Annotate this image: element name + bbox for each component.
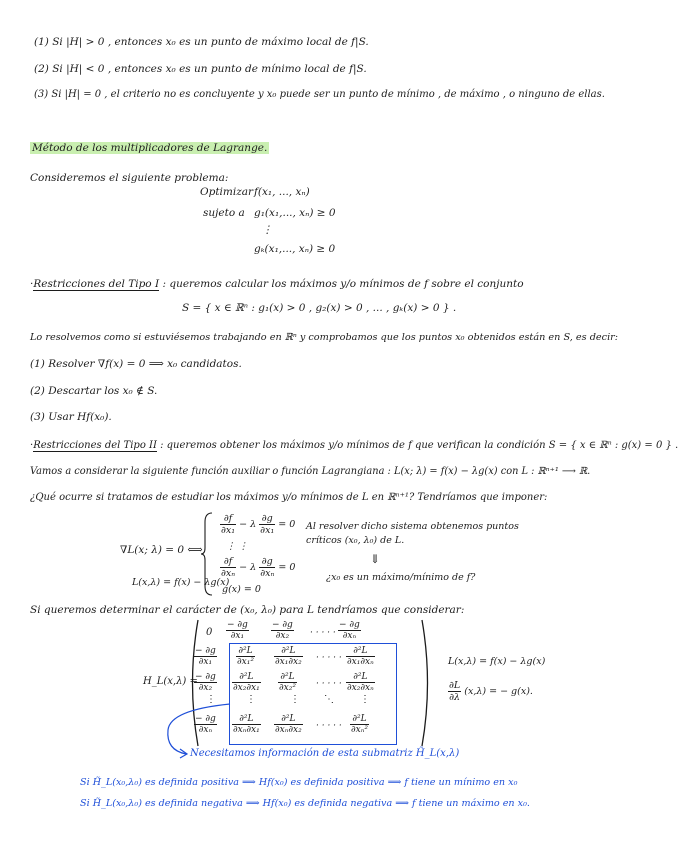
matrix-vdots-c2: ⋮ bbox=[290, 694, 300, 705]
optimize-label: Optimizar bbox=[200, 186, 254, 198]
matrix-r2c1: $\frac{\text{∂²L}}{\text{∂x₂∂x₁}}$ bbox=[233, 672, 260, 693]
aux-text: Vamos a considerar la siguiente función auxiliar o función Lagrangiana : bbox=[30, 466, 391, 477]
matrix-r0c1: $\frac{- \partial g}{\text{∂x₁}}$ bbox=[227, 620, 248, 641]
constraint-vdots: ⋮ bbox=[262, 224, 273, 236]
case-2: (2) Si |H| < 0 , entonces x₀ es un punto de mínimo local de f|S. bbox=[34, 63, 367, 75]
matrix-vdots-c0: ⋮ bbox=[206, 694, 216, 705]
matrix-r2c0: $\frac{- \partial g}{\text{∂x₂}}$ bbox=[195, 672, 216, 693]
system-arrow: ⇓ bbox=[370, 552, 381, 566]
optimize-expr: f(x₁, ..., xₙ) bbox=[254, 186, 310, 198]
type1-text: : queremos calcular los máximos y/o mínimos de f sobre el conjunto bbox=[162, 278, 524, 290]
matrix-rnc1: $\frac{\text{∂²L}}{\text{∂xₙ∂x₁}}$ bbox=[233, 714, 260, 735]
lagrangian-def: L(x,λ) = f(x) − λg(x) bbox=[132, 577, 230, 588]
type1-line2: Lo resolvemos como si estuviésemos trabajando en ℝⁿ y comprobamos que los puntos x₀ obtenidos están en S, es decir: bbox=[30, 332, 619, 343]
system-row-n: $\frac{\partial f}{\text{∂xₙ}}$ − λ $\frac{\partial g}{\text{∂xₙ}}$ = 0 bbox=[221, 556, 296, 579]
system-constraint: g(x) = 0 bbox=[222, 584, 261, 595]
matrix-r2cn: $\frac{\text{∂²L}}{\text{∂x₂∂xₙ}}$ bbox=[347, 672, 374, 693]
constraint-k: gₖ(x₁,..., xₙ) ≥ 0 bbox=[254, 243, 336, 255]
step-3: (3) Usar Hf(x₀). bbox=[30, 411, 112, 423]
matrix-r2c2: $\frac{\text{∂²L}}{\text{∂x₂²}}$ bbox=[279, 672, 296, 693]
hessian-label: H_L(x,λ) = bbox=[143, 676, 198, 687]
matrix-rncn: $\frac{\text{∂²L}}{\text{∂xₙ²}}$ bbox=[351, 714, 368, 735]
type1-heading: Restricciones del Tipo I bbox=[33, 278, 160, 290]
matrix-r1c2: $\frac{\text{∂²L}}{\text{∂x₁∂x₂}}$ bbox=[275, 646, 302, 667]
matrix-r1c0: $\frac{- \partial g}{\text{∂x₁}}$ bbox=[195, 646, 216, 667]
system-note-2: críticos (x₀, λ₀) de L. bbox=[306, 535, 405, 546]
matrix-r1cn: $\frac{\text{∂²L}}{\text{∂x₁∂xₙ}}$ bbox=[347, 646, 374, 667]
hessian-intro: Si queremos determinar el carácter de (x₀, λ₀) para L tendríamos que considerar: bbox=[30, 604, 465, 616]
side-derivative: $\frac{\partial L}{\partial\lambda}$ (x,λ) = − g(x). bbox=[449, 680, 533, 703]
grad-condition: ∇L(x; λ) = 0 ⟺ bbox=[120, 544, 203, 556]
question-line: ¿Qué ocurre si tratamos de estudiar los máximos y/o mínimos de L en ℝⁿ⁺¹? Tendríamos que imponer: bbox=[30, 492, 548, 503]
system-row-1: $\frac{\partial f}{\text{∂x₁}}$ − λ $\frac{\partial g}{\text{∂x₁}}$ = 0 bbox=[221, 513, 296, 536]
matrix-r0c2: $\frac{- \partial g}{\text{∂x₂}}$ bbox=[272, 620, 293, 641]
case-1: (1) Si |H| > 0 , entonces x₀ es un punto de máximo local de f|S. bbox=[34, 36, 369, 48]
system-note-1: Al resolver dicho sistema obtenemos puntos bbox=[306, 521, 519, 532]
system-dots: ⋮ ⋮ bbox=[226, 541, 249, 552]
conclusion-positive: Si H̃_L(x₀,λ₀) es definida positiva ⟹ Hf(x₀) es definida positiva ⟹ f tiene un mínimo en x₀ bbox=[80, 777, 518, 788]
submatrix-note: Necesitamos información de esta submatriz H̃_L(x,λ) bbox=[190, 748, 460, 759]
aux-expr: L(x; λ) = f(x) − λg(x) con L : ℝⁿ⁺¹ ⟶ ℝ. bbox=[393, 466, 591, 477]
conclusion-negative: Si H̃_L(x₀,λ₀) es definida negativa ⟹ Hf(x₀) es definida negativa ⟹ f tiene un máximo en x₀. bbox=[80, 798, 530, 809]
matrix-vdots-c1: ⋮ bbox=[246, 694, 256, 705]
subject-label: sujeto a bbox=[203, 207, 245, 219]
system-brace bbox=[200, 512, 214, 596]
matrix-r1c1: $\frac{\text{∂²L}}{\text{∂x₁²}}$ bbox=[237, 646, 254, 667]
type2-cond: S = { x ∈ ℝⁿ : g(x) = 0 } . bbox=[548, 440, 678, 451]
side-lagrangian: L(x,λ) = f(x) − λg(x) bbox=[448, 656, 546, 667]
section-title bbox=[30, 142, 269, 154]
matrix-rnc2: $\frac{\text{∂²L}}{\text{∂xₙ∂x₂}}$ bbox=[275, 714, 302, 735]
matrix-ddots: ⋱ bbox=[324, 694, 334, 705]
matrix-r1-hdots: · · · · · bbox=[316, 653, 342, 663]
matrix-r0-hdots: · · · · · bbox=[310, 628, 336, 638]
type2-line: ·Restricciones del Tipo II : queremos obtener los máximos y/o mínimos de f que verifican la condición S = { x ∈ ℝⁿ : g(x) = 0 } . bbox=[30, 440, 678, 451]
system-note-3: ¿x₀ es un máximo/mínimo de f? bbox=[326, 572, 476, 583]
matrix-rn-hdots: · · · · · bbox=[316, 721, 342, 731]
section-title-text: Método de los multiplicadores de Lagrange. bbox=[32, 142, 268, 154]
case-3: (3) Si |H| = 0 , el criterio no es concluyente y x₀ puede ser un punto de mínimo , de máximo , o ninguno de ellas. bbox=[34, 89, 605, 100]
intro-text: Consideremos el siguiente problema: bbox=[30, 172, 229, 184]
type1-set: S = { x ∈ ℝⁿ : g₁(x) > 0 , g₂(x) > 0 , ... , gₖ(x) > 0 } . bbox=[182, 302, 457, 314]
matrix-r0cn: $\frac{- \partial g}{\text{∂xₙ}}$ bbox=[339, 620, 360, 641]
matrix-rnc0: $\frac{- \partial g}{\text{∂xₙ}}$ bbox=[195, 714, 216, 735]
type1-line: ·Restricciones del Tipo I : queremos calcular los máximos y/o mínimos de f sobre el conjunto bbox=[30, 278, 524, 290]
step-1: (1) Resolver ∇f(x) = 0 ⟹ x₀ candidatos. bbox=[30, 358, 242, 370]
aux-line bbox=[30, 466, 590, 477]
constraint-1: g₁(x₁,..., xₙ) ≥ 0 bbox=[254, 207, 336, 219]
type2-text: : queremos obtener los máximos y/o mínimos de f que verifican la condición bbox=[160, 440, 546, 451]
matrix-vdots-cn: ⋮ bbox=[360, 694, 370, 705]
matrix-zero: 0 bbox=[206, 627, 213, 638]
type2-heading: Restricciones del Tipo II bbox=[33, 440, 157, 451]
matrix-r2-hdots: · · · · · bbox=[316, 679, 342, 689]
step-2: (2) Descartar los x₀ ∉ S. bbox=[30, 385, 158, 397]
